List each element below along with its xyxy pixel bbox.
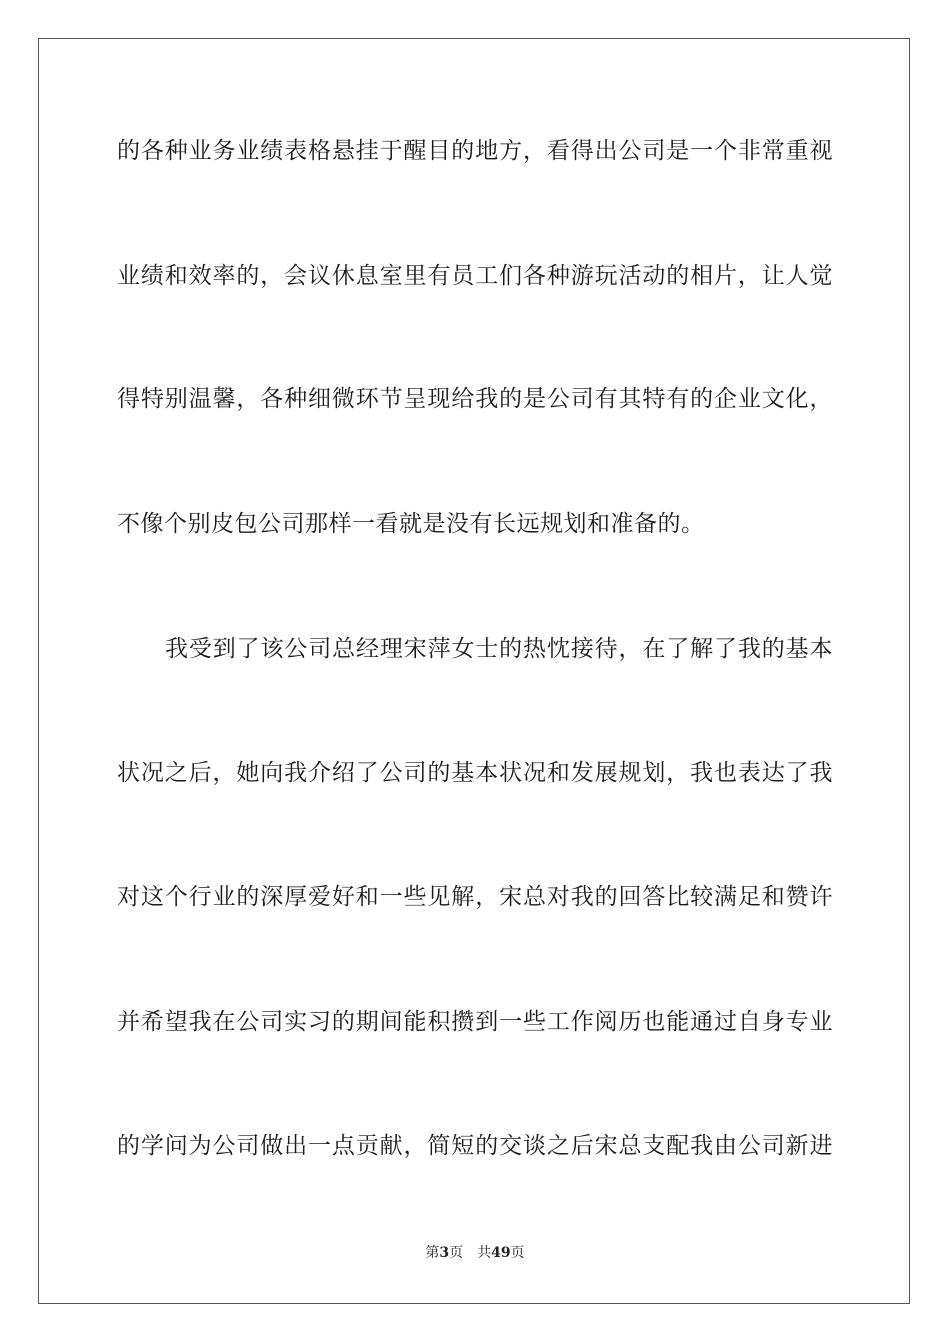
footer-total-suffix: 页 <box>510 1245 525 1261</box>
text-line-7: 对这个行业的深厚爱好和一些见解，宋总对我的回答比较满足和赞许 <box>117 884 833 910</box>
page-border <box>38 38 910 1304</box>
text-line-5: 我受到了该公司总经理宋萍女士的热忱接待，在了解了我的基本 <box>165 636 833 662</box>
text-line-9: 的学问为公司做出一点贡献，简短的交谈之后宋总支配我由公司新进 <box>117 1133 833 1159</box>
footer-page-prefix: 第 <box>425 1245 440 1261</box>
text-line-6: 状况之后，她向我介绍了公司的基本状况和发展规划，我也表达了我 <box>117 760 833 786</box>
footer-page-total: 49 <box>491 1245 511 1261</box>
footer-page-current: 3 <box>439 1245 450 1261</box>
text-line-3: 得特别温馨，各种细微环节呈现给我的是公司有其特有的企业文化， <box>117 386 833 412</box>
footer-total-prefix: 共 <box>477 1245 492 1261</box>
page-footer <box>0 1243 950 1263</box>
text-line-1: 的各种业务业绩表格悬挂于醒目的地方，看得出公司是一个非常重视 <box>117 138 833 164</box>
text-line-4: 不像个别皮包公司那样一看就是没有长远规划和准备的。 <box>117 511 705 537</box>
text-line-2: 业绩和效率的，会议休息室里有员工们各种游玩活动的相片，让人觉 <box>117 263 833 289</box>
footer-page-suffix: 页 <box>449 1245 464 1261</box>
text-line-8: 并希望我在公司实习的期间能积攒到一些工作阅历也能通过自身专业 <box>117 1009 833 1035</box>
